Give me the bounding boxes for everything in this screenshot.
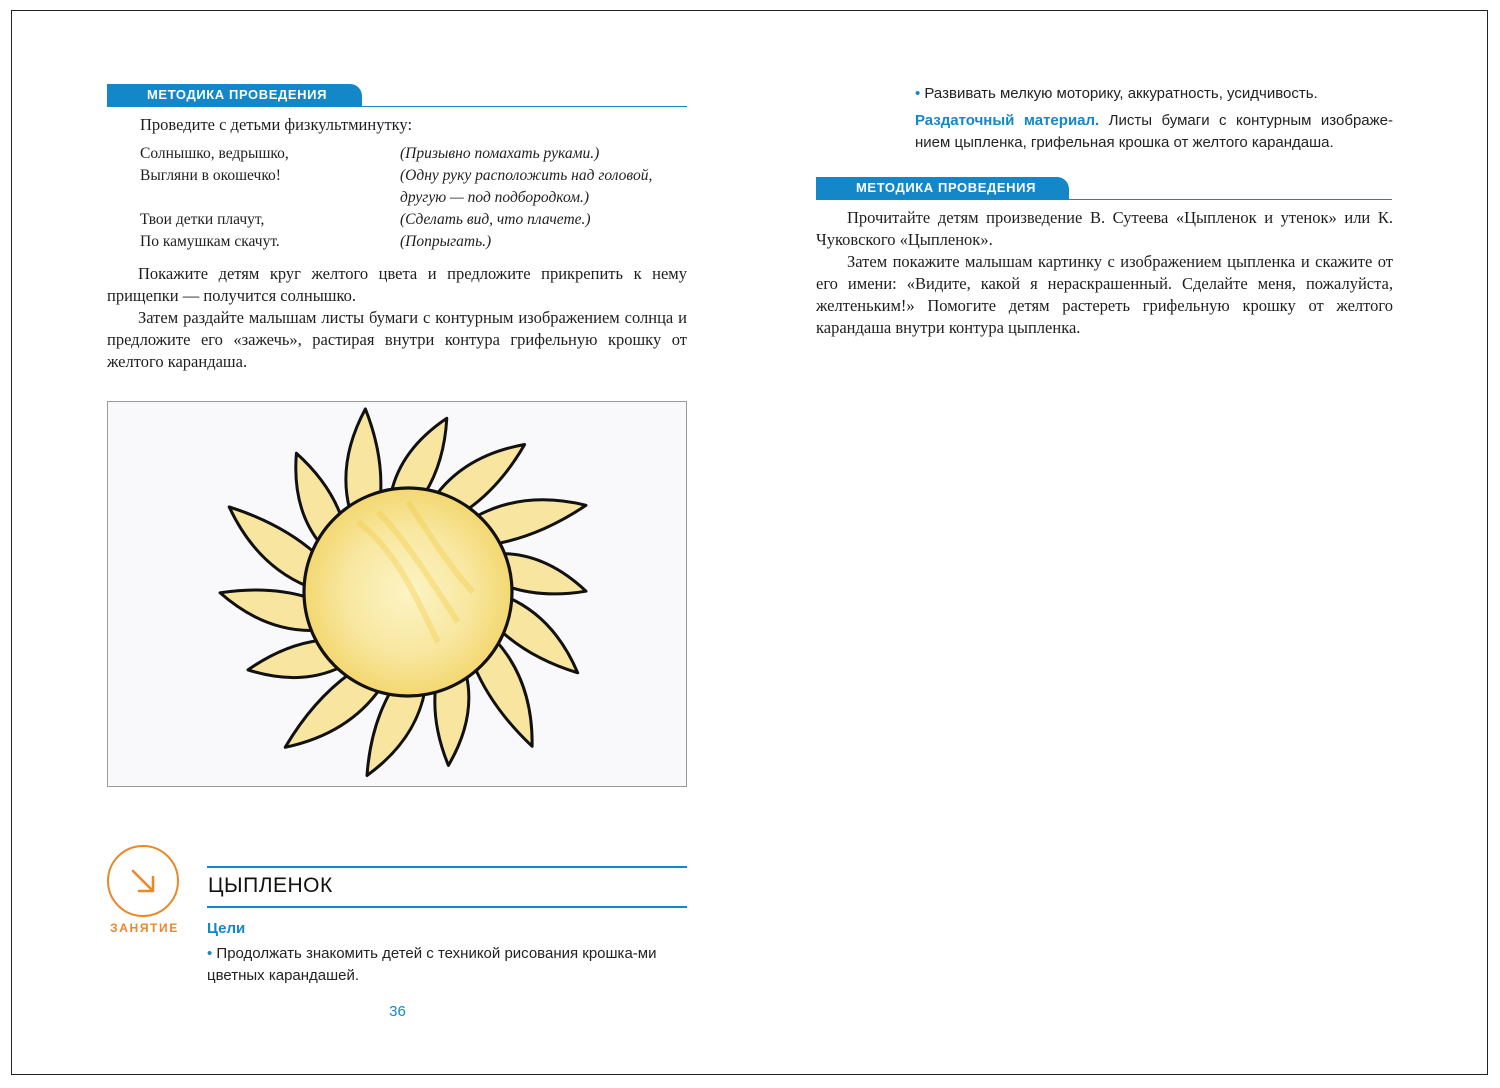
title-rule-bottom: [207, 906, 687, 908]
goal-text: Продолжать знакомить детей с техникой рисования крошка-ми цветных карандашей.: [207, 945, 657, 984]
section-header-tab: МЕТОДИКА ПРОВЕДЕНИЯ: [107, 84, 362, 106]
poem-row: [140, 209, 700, 231]
section-header-rule: [816, 199, 1392, 200]
section-header-method-left: [107, 84, 687, 108]
sun-disc: [304, 488, 512, 696]
poem-row: [140, 187, 700, 209]
paragraph-read: Прочитайте детям произведение В. Сутеева «Цыпленок и утенок» или К. Чуковского «Цыпленок».: [816, 208, 1393, 249]
intro-text: Проведите с детьми физкультминутку:: [140, 115, 413, 134]
sun-drawing: [108, 402, 686, 786]
goal-text: Развивать мелкую моторику, аккуратность, усидчивость.: [924, 85, 1318, 102]
title-rule-top: [207, 866, 687, 868]
section-header-rule: [107, 106, 687, 107]
poem-action: другую — под подбородком.): [400, 189, 590, 206]
poem-row: [140, 143, 700, 165]
poem-line: Солнышко, ведрышко,: [140, 145, 289, 162]
arrow-down-right-icon: [109, 847, 177, 915]
poem-line: Твои детки плачут,: [140, 211, 265, 228]
material-text: Листы бумаги с контурным изображе-нием цыпленка, грифельная крошка от желтого карандаша.: [915, 112, 1393, 151]
bullet-icon: •: [915, 85, 925, 102]
lesson-label: ЗАНЯТИЕ: [110, 921, 179, 935]
poem: [140, 143, 700, 253]
material-label: Раздаточный материал.: [915, 112, 1100, 129]
handout-material: [915, 110, 1393, 154]
section-header-method-right: [816, 177, 1392, 201]
section-header-tab: МЕТОДИКА ПРОВЕДЕНИЯ: [816, 177, 1069, 199]
sun-drawing-photo: [107, 401, 687, 787]
poem-action: (Одну руку расположить над головой,: [400, 167, 653, 184]
poem-action: (Призывно помахать руками.): [400, 145, 600, 162]
goal-item: [207, 943, 687, 987]
goals-label: Цели: [207, 920, 246, 937]
paragraph-circle: Покажите детям круг желтого цвета и предложите прикрепить к нему прищепки — получится солнышко.: [107, 264, 687, 305]
poem-line: Выгляни в окошечко!: [140, 167, 281, 184]
poem-row: [140, 165, 700, 187]
poem-row: [140, 231, 700, 253]
bullet-icon: •: [207, 945, 217, 962]
goal-item: [915, 83, 1395, 105]
poem-action: (Попрыгать.): [400, 233, 492, 250]
paragraph-show-chick: Затем покажите малышам картинку с изображением цыпленка и скажите от его имени: «Видите, какой я нераскрашенный. Сделайте меня, пожалуйста, желтеньким!» Помогите детям растереть грифельную крошку от желтого карандаша внутри контура цыпленка.: [816, 252, 1393, 337]
page-number: 36: [389, 1003, 406, 1020]
lesson-icon: [107, 845, 179, 917]
lesson-title: ЦЫПЛЕНОК: [208, 874, 333, 897]
poem-line: [140, 187, 400, 209]
poem-line: По камушкам скачут.: [140, 233, 280, 250]
poem-action: (Сделать вид, что плачете.): [400, 211, 591, 228]
paragraph-sheets: Затем раздайте малышам листы бумаги с контурным изображением солнца и предложите его «зажечь», растирая внутри контура грифельную крошку от желтого карандаша.: [107, 308, 687, 371]
